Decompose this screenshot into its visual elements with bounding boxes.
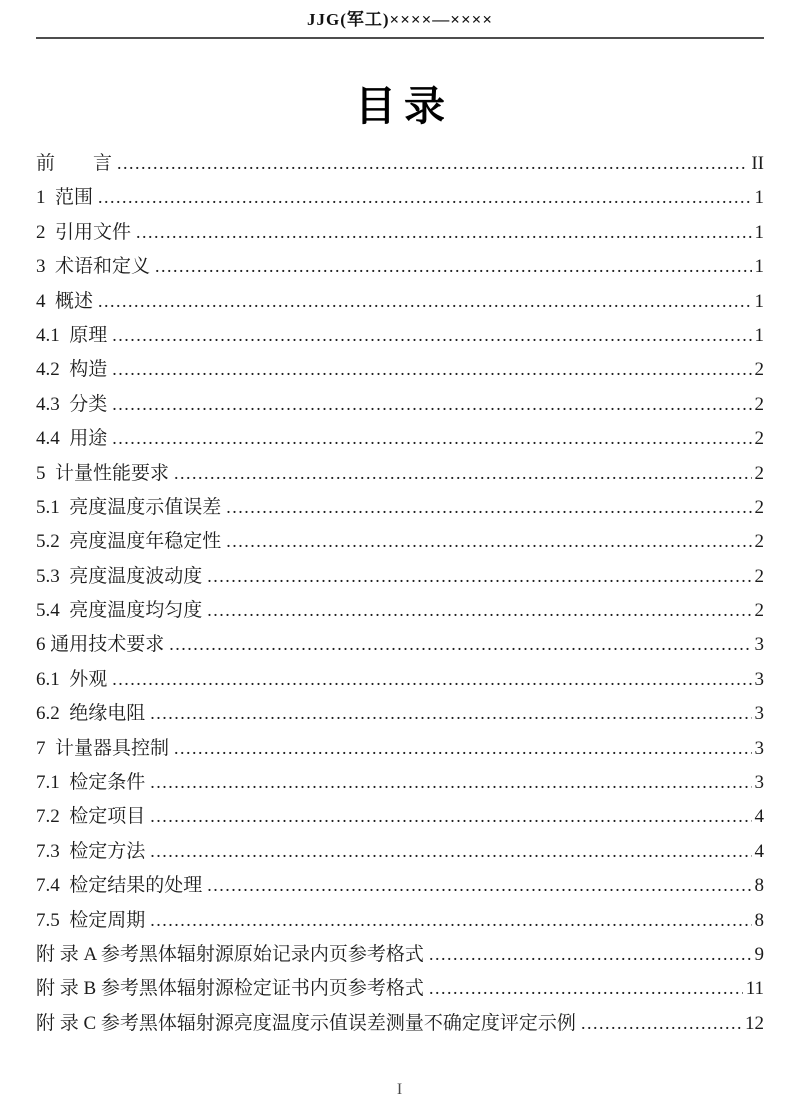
toc-entry-page: 11	[745, 978, 764, 1000]
running-header-doc-code: JJG(军工)××××—××××	[306, 10, 494, 29]
toc-row[interactable]	[36, 456, 764, 490]
toc-row[interactable]	[36, 593, 764, 627]
toc-entry-label: 6 通用技术要求	[36, 634, 165, 656]
toc-entry-page: 1	[754, 221, 764, 243]
toc-leader-dots	[150, 903, 751, 938]
toc-entry-page: 2	[754, 531, 764, 553]
toc-row[interactable]	[36, 352, 764, 386]
toc-leader-dots	[207, 593, 751, 628]
toc-row[interactable]	[36, 318, 764, 352]
toc-leader-dots	[155, 249, 751, 284]
toc-entry-label: 7.5 检定周期	[36, 909, 146, 931]
toc-leader-dots	[112, 318, 751, 353]
toc-entry-label: 前 言	[36, 153, 113, 174]
toc-row[interactable]	[36, 146, 764, 180]
footer-page-number: I	[396, 1081, 404, 1098]
toc-entry-page: 3	[754, 668, 764, 690]
toc-entry-label: 5 计量性能要求	[36, 462, 170, 484]
toc-entry-page: 2	[754, 462, 764, 484]
page-title: 目录	[355, 82, 453, 130]
toc-row[interactable]	[36, 903, 764, 937]
toc-row[interactable]	[36, 868, 764, 902]
toc-leader-dots	[226, 490, 751, 525]
toc-entry-label: 3 术语和定义	[36, 256, 151, 278]
toc-entry-page: 4	[754, 840, 764, 862]
toc-row[interactable]	[36, 387, 764, 421]
toc-leader-dots	[174, 731, 751, 766]
toc-leader-dots	[150, 765, 751, 800]
toc-entry-page: 1	[754, 290, 764, 312]
toc-row[interactable]	[36, 799, 764, 833]
toc-entry-page: 8	[754, 875, 764, 897]
toc-entry-label: 6.1 外观	[36, 668, 108, 690]
toc-entry-label: 4.2 构造	[36, 359, 108, 381]
toc-entry-page: 3	[754, 634, 764, 656]
toc-leader-dots	[169, 627, 751, 662]
toc-entry-page: 2	[754, 359, 764, 381]
toc-row[interactable]	[36, 937, 764, 971]
toc-leader-dots	[112, 421, 751, 456]
toc-row[interactable]	[36, 627, 764, 661]
toc-row[interactable]	[36, 180, 764, 214]
toc-entry-page: 3	[754, 703, 764, 725]
toc-row[interactable]	[36, 971, 764, 1005]
toc-entry-page: 3	[754, 772, 764, 794]
toc-entry-page: 2	[754, 600, 764, 622]
toc-leader-dots	[226, 524, 751, 559]
toc-entry-label: 1 范围	[36, 187, 94, 209]
toc-leader-dots	[174, 456, 751, 491]
toc-leader-dots	[98, 284, 751, 319]
toc-entry-page: 1	[754, 256, 764, 278]
toc-leader-dots	[112, 662, 751, 697]
toc-leader-dots	[429, 971, 743, 1006]
toc-row[interactable]	[36, 559, 764, 593]
toc-entry-page: 8	[754, 909, 764, 931]
toc-row[interactable]	[36, 284, 764, 318]
toc-leader-dots	[112, 352, 751, 387]
toc-row[interactable]	[36, 490, 764, 524]
toc-leader-dots	[207, 868, 751, 903]
toc-entry-label: 7.4 检定结果的处理	[36, 875, 203, 897]
toc-row[interactable]	[36, 249, 764, 283]
toc-entry-label: 7.3 检定方法	[36, 840, 146, 862]
toc-entry-label: 7.2 检定项目	[36, 806, 146, 828]
toc-entry-page: 9	[754, 943, 764, 965]
toc-leader-dots	[581, 1006, 742, 1041]
toc-entry-label: 5.2 亮度温度年稳定性	[36, 531, 222, 553]
toc-entry-label: 7 计量器具控制	[36, 737, 170, 759]
toc-entry-label: 附 录 C 参考黑体辐射源亮度温度示值误差测量不确定度评定示例	[36, 1012, 576, 1034]
toc-entry-label: 5.3 亮度温度波动度	[36, 565, 203, 587]
toc-row[interactable]	[36, 215, 764, 249]
toc-entry-label: 4.1 原理	[36, 324, 108, 346]
toc-row[interactable]	[36, 696, 764, 730]
toc-leader-dots	[150, 696, 751, 731]
toc-leader-dots	[150, 834, 751, 869]
toc-entry-label: 4.4 用途	[36, 428, 108, 450]
toc-leader-dots	[150, 799, 751, 834]
toc-entry-label: 4.3 分类	[36, 393, 108, 415]
toc-leader-dots	[112, 387, 751, 422]
toc-row[interactable]	[36, 731, 764, 765]
toc-row[interactable]	[36, 834, 764, 868]
toc-entry-label: 4 概述	[36, 290, 94, 312]
toc-row[interactable]	[36, 662, 764, 696]
toc-entry-page: 2	[754, 428, 764, 450]
toc-leader-dots	[136, 215, 751, 250]
toc-leader-dots	[429, 937, 752, 972]
toc-entry-label: 7.1 检定条件	[36, 772, 146, 794]
toc-entry-label: 附 录 B 参考黑体辐射源检定证书内页参考格式	[36, 978, 424, 1000]
toc-entry-page: 1	[754, 324, 764, 346]
toc-leader-dots	[98, 180, 751, 215]
toc-entry-page: 4	[754, 806, 764, 828]
toc-entry-label: 附 录 A 参考黑体辐射源原始记录内页参考格式	[36, 943, 424, 965]
toc-entry-page: II	[751, 153, 764, 174]
header-rule-divider	[36, 37, 764, 39]
toc-row[interactable]	[36, 1006, 764, 1040]
toc-entry-page: 12	[745, 1012, 764, 1034]
toc-entry-label: 2 引用文件	[36, 221, 132, 243]
toc-entry-label: 5.4 亮度温度均匀度	[36, 600, 203, 622]
toc-entry-page: 3	[754, 737, 764, 759]
toc-entry-label: 5.1 亮度温度示值误差	[36, 496, 222, 518]
toc-entry-page: 2	[754, 565, 764, 587]
toc-row[interactable]	[36, 524, 764, 558]
toc-leader-dots	[207, 559, 751, 594]
toc-leader-dots	[117, 146, 748, 181]
toc-entry-page: 1	[754, 187, 764, 209]
toc-entry-page: 2	[754, 393, 764, 415]
toc-row[interactable]	[36, 765, 764, 799]
toc-entry-page: 2	[754, 496, 764, 518]
toc-row[interactable]	[36, 421, 764, 455]
toc-list	[36, 146, 764, 1040]
toc-entry-label: 6.2 绝缘电阻	[36, 703, 146, 725]
